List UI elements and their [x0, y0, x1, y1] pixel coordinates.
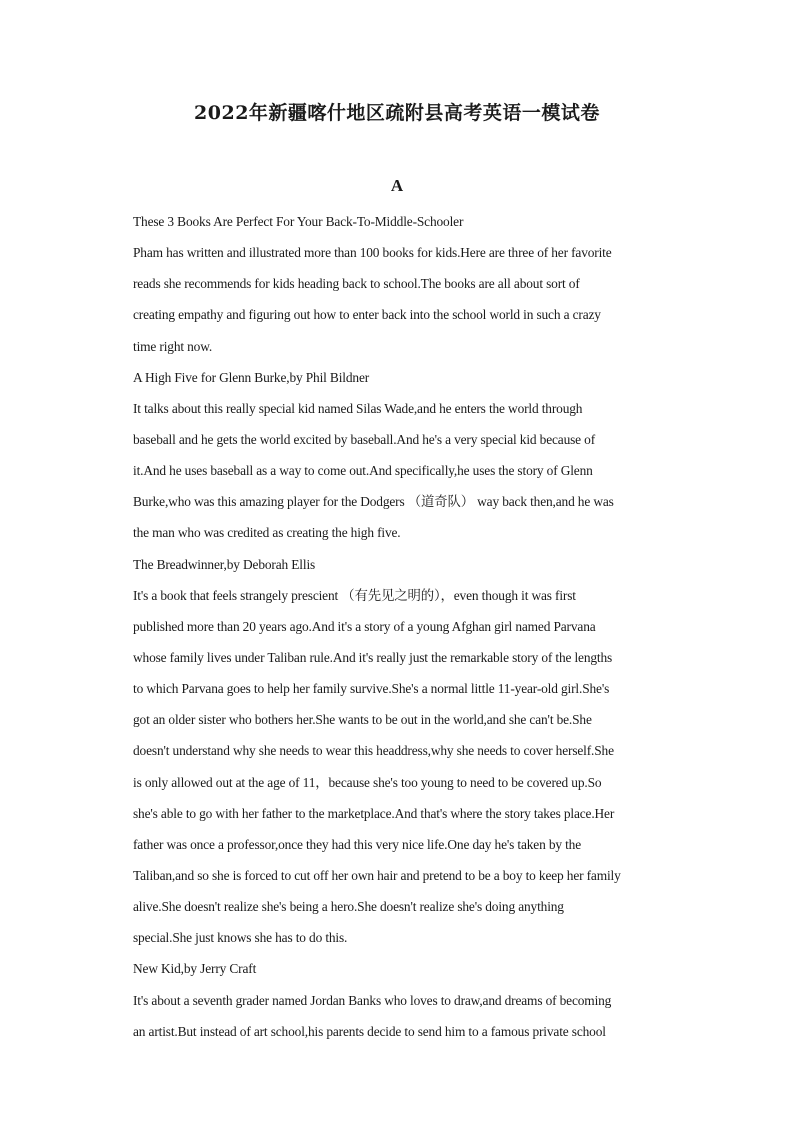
text-line: It's about a seventh grader named Jordan Banks who loves to draw,and dreams of becoming	[133, 992, 612, 1008]
text-line: Taliban,and so she is forced to cut off her own hair and pretend to be a boy to keep her family	[133, 867, 621, 883]
text-line: an artist.But instead of art school,his parents decide to send him to a famous private school	[133, 1023, 606, 1039]
text-line: reads she recommends for kids heading back to school.The books are all about sort of	[133, 276, 580, 292]
article-title: These 3 Books Are Perfect For Your Back-To-Middle-Schooler	[133, 214, 464, 229]
text-line: doesn't understand why she needs to wear this headdress,why she needs to cover herself.She	[133, 743, 614, 759]
text-line: father was once a professor,once they had this very nice life.One day he's taken by the	[133, 836, 582, 852]
passage-body	[133, 206, 673, 1047]
section-heading: A	[390, 176, 404, 195]
document-title: 2022年新疆喀什地区疏附县高考英语一模试卷	[194, 102, 600, 124]
text-line: whose family lives under Taliban rule.And it's really just the remarkable story of the lengths	[133, 649, 613, 665]
text-line: creating empathy and figuring out how to enter back into the school world in such a crazy	[133, 307, 601, 323]
text-line: it.And he uses baseball as a way to come out.And specifically,he uses the story of Glenn	[133, 463, 593, 479]
text-line: the man who was credited as creating the high five.	[133, 525, 401, 541]
text-line: published more than 20 years ago.And it's a story of a young Afghan girl named Parvana	[133, 618, 596, 634]
book-title-3: New Kid,by Jerry Craft	[133, 961, 257, 977]
text-line: time right now.	[133, 338, 213, 354]
book-title-2: The Breadwinner,by Deborah Ellis	[133, 556, 316, 572]
book-title-1: A High Five for Glenn Burke,by Phil Bildner	[133, 369, 370, 385]
text-line: It's a book that feels strangely prescient （有先见之明的），even though it was first	[133, 587, 576, 603]
text-line: special.She just knows she has to do this.	[133, 930, 348, 946]
text-line: Pham has written and illustrated more than 100 books for kids.Here are three of her favorite	[133, 245, 612, 261]
text-line: she's able to go with her father to the marketplace.And that's where the story takes place.Her	[133, 805, 615, 821]
text-line: alive.She doesn't realize she's being a hero.She doesn't realize she's doing anything	[133, 899, 564, 915]
text-line: is only allowed out at the age of 11，because she's too young to need to be covered up.So	[133, 774, 602, 790]
text-line: Burke,who was this amazing player for the Dodgers （道奇队） way back then,and he was	[133, 494, 614, 510]
text-line: got an older sister who bothers her.She wants to be out in the world,and she can't be.She	[133, 712, 592, 728]
text-line: to which Parvana goes to help her family survive.She's a normal little 11-year-old girl.She's	[133, 681, 610, 697]
text-line: baseball and he gets the world excited by baseball.And he's a very special kid because of	[133, 431, 596, 447]
text-line: It talks about this really special kid named Silas Wade,and he enters the world through	[133, 400, 583, 416]
